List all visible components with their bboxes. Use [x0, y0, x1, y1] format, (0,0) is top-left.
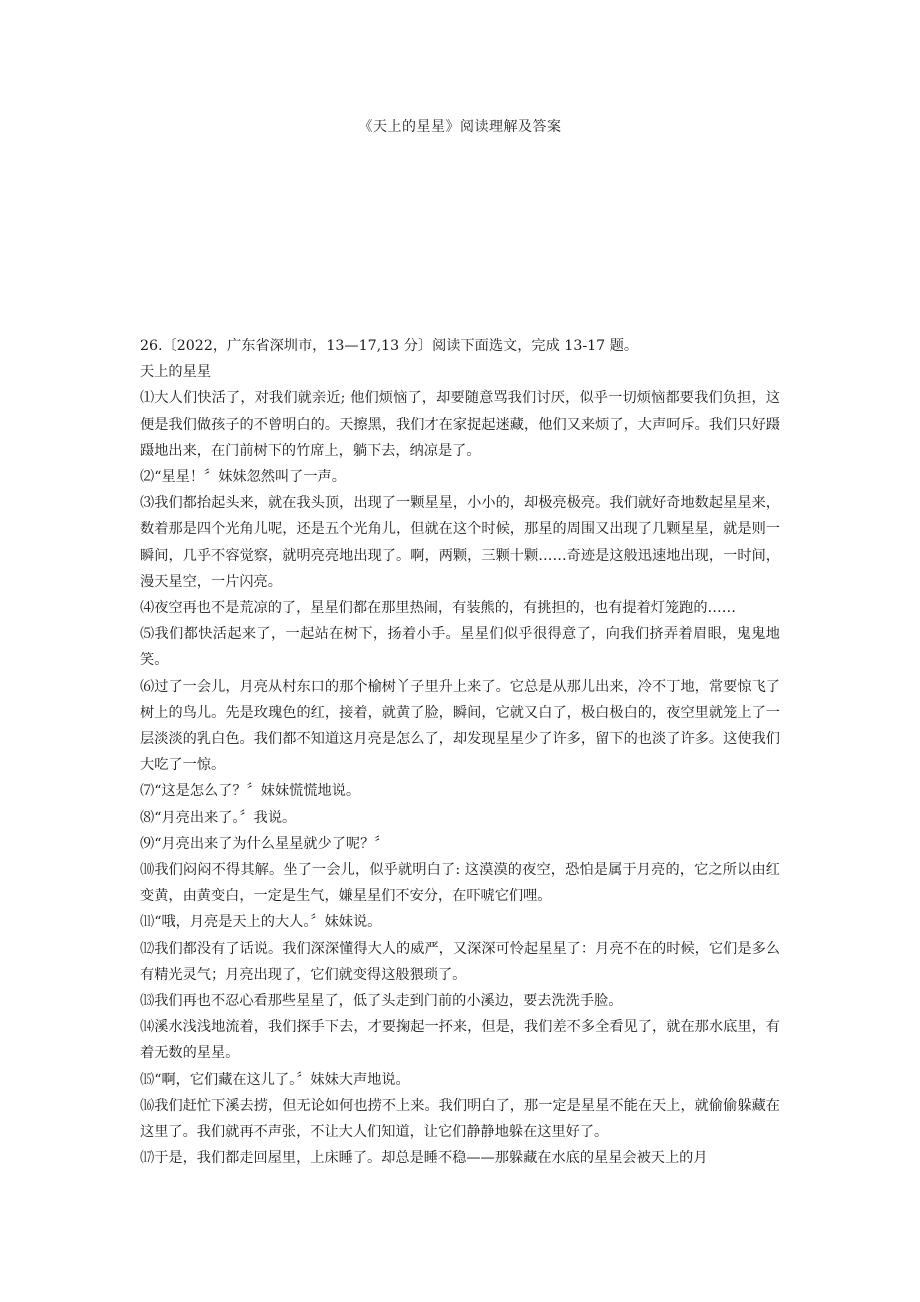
- paragraph-1: ⑴大人们快活了，对我们就亲近; 他们烦恼了，却要随意骂我们讨厌，似乎一切烦恼都要我们负担，这便是我们做孩子的不曾明白的。天擦黑，我们才在家捉起迷藏，他们又来烦了，大声呵斥。我们只好蹑蹑地出来，在门前树下的竹席上，躺下去，纳凉是了。: [140, 390, 780, 459]
- paragraph-13: ⒀我们再也不忍心看那些星星了，低了头走到门前的小溪边，要去洗洗手脸。: [140, 993, 623, 1010]
- paragraph-5: ⑸我们都快活起来了，一起站在树下，扬着小手。星星们似乎很得意了，向我们挤弄着眉眼，鬼鬼地笑。: [140, 626, 780, 669]
- paragraph-6: ⑹过了一会儿，月亮从村东口的那个榆树丫子里升上来了。它总是从那儿出来，冷不丁地，常要惊飞了树上的鸟儿。先是玫瑰色的红，接着，就黄了脸，瞬间，它就又白了，极白极白的，夜空里就笼上了一层淡淡的乳白色。我们都不知道这月亮是怎么了，却发现星星少了许多，留下的也淡了许多。这使我们大吃了一惊。: [140, 678, 780, 774]
- paragraph-16: ⒃我们赶忙下溪去捞，但无论如何也捞不上来。我们明白了，那一定是星星不能在天上，就偷偷躲藏在这里了。我们就再不声张，不让大人们知道，让它们静静地躲在这里好了。: [140, 1097, 780, 1141]
- document-body: [140, 333, 780, 1172]
- paragraph-9: ⑼“月亮出来了为什么星星就少了呢？〞: [140, 835, 389, 852]
- paragraph-3: ⑶我们都抬起头来，就在我头顶，出现了一颗星星，小小的，却极亮极亮。我们就好奇地数起星星来，数着那是四个光角儿呢，还是五个光角儿，但就在这个时候，那星的周围又出现了几颗星星，就是则一瞬间，几乎不容觉察，就明亮亮地出现了。啊，两颗，三颗十颗……奇迹是这般迅速地出现，一时间，漫天星空，一片闪亮。: [140, 495, 780, 590]
- paragraph-7: ⑺“这是怎么了？〞妹妹慌慌地说。: [140, 783, 361, 800]
- paragraph-10: ⑽我们闷闷不得其解。坐了一会儿，似乎就明白了: 这漠漠的夜空，恐怕是属于月亮的，它之所以由红变黄，由黄变白，一定是生气，嫌星星们不安分，在吓唬它们哩。: [140, 862, 780, 905]
- paragraph-2: ⑵“星星！〞妹妹忽然叫了一声。: [140, 469, 346, 486]
- document-title: 《天上的星星》阅读理解及答案: [358, 119, 562, 135]
- paragraph-12: ⑿我们都没有了话说。我们深深懂得大人的威严，又深深可怜起星星了：月亮不在的时候，它们是多么有精光灵气；月亮出现了，它们就变得这般猥琐了。: [140, 940, 780, 983]
- paragraph-15: ⒂“啊，它们藏在这儿了。〞妹妹大声地说。: [140, 1071, 410, 1088]
- paragraph-17: ⒄于是，我们都走回屋里，上床睡了。却总是睡不稳——那躲藏在水底的星星会被天上的月: [140, 1150, 708, 1167]
- paragraph-11: ⑾“哦，月亮是天上的大人。〞妹妹说。: [140, 914, 382, 931]
- paragraph-14: ⒁溪水浅浅地流着，我们探手下去，才要掬起一抔来，但是，我们差不多全看见了，就在那水底里，有着无数的星星。: [140, 1019, 780, 1062]
- article-title: 天上的星星: [140, 364, 211, 381]
- question-intro: 26.〔2022，广东省深圳市，13—17,13 分〕阅读下面选文，完成 13-17 题。: [140, 338, 639, 354]
- paragraph-8: ⑻“月亮出来了。〞我说。: [140, 809, 297, 826]
- paragraph-4: ⑷夜空再也不是荒凉的了，星星们都在那里热闹，有装熊的，有挑担的，也有提着灯笼跑的……: [140, 600, 736, 617]
